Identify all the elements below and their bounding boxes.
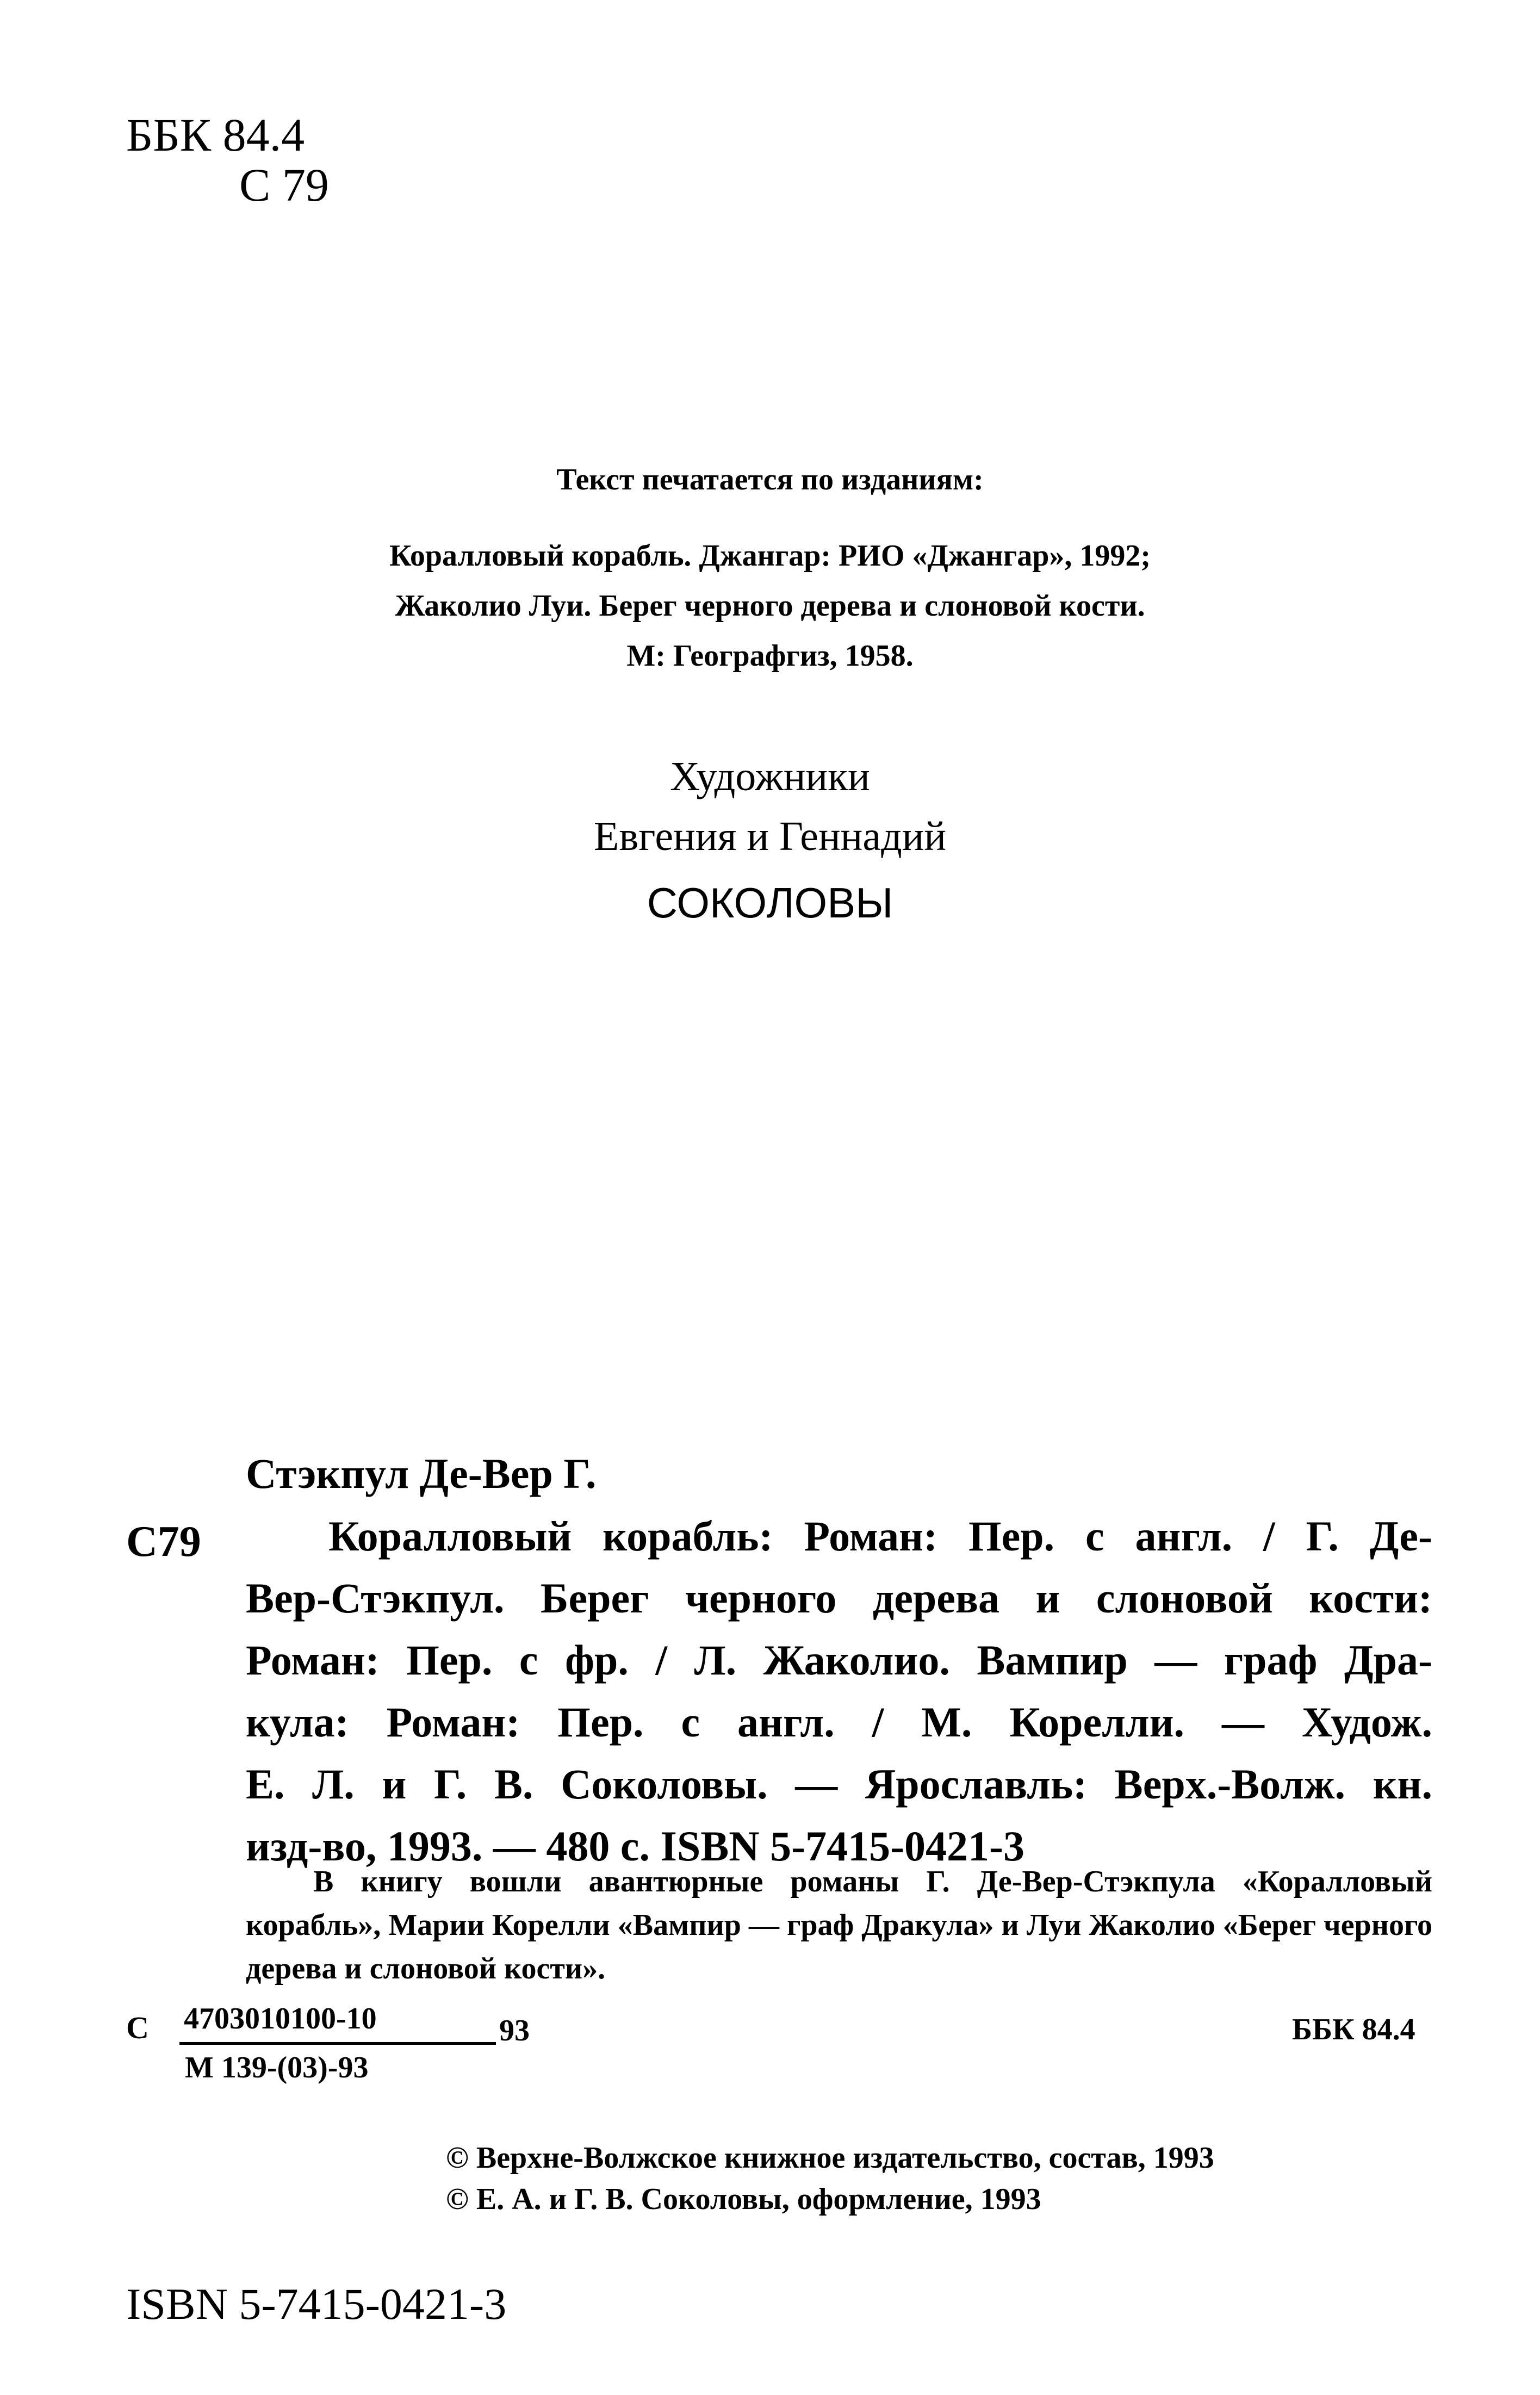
record-code: С79 [126,1518,201,1566]
fraction-line [179,2042,496,2045]
isbn: ISBN 5-7415-0421-3 [126,2279,507,2329]
record-line: Е. Л. и Г. В. Соколовы. — Ярославль: Верх.-Волж. кн. [246,1760,1432,1808]
record-line: Вер-Стэкпул. Берег черного дерева и слоновой кости: [246,1574,1432,1622]
artists-surname: СОКОЛОВЫ [647,879,893,927]
artists-names: Евгения и Геннадий [593,814,947,859]
index-suffix: 93 [499,2014,530,2047]
index-letter: С [126,2010,149,2045]
source-line: Жаколио Луи. Берег черного дерева и слоновой кости. [395,589,1145,623]
copyright-line: © Верхне-Волжское книжное издательство, состав, 1993 [446,2141,1214,2175]
record-line: кула: Роман: Пер. с англ. / М. Корелли. — Худож. [246,1698,1432,1746]
source-line: Коралловый корабль. Джангар: РИО «Джангар», 1992; [389,539,1151,573]
record-line: Коралловый корабль: Роман: Пер. с англ. / Г. Де- [328,1512,1432,1560]
author-mark: С 79 [239,159,329,211]
annotation: В книгу вошли авантюрные романы Г. Де-Вер-Стэкпула «Коралловый корабль», Марии Корелли «Вампир — граф Дракула» и Луи Жаколио «Берег черного дерева и слоновой кости». [246,1865,1432,1986]
record-line: изд-во, 1993. — 480 с. ISBN 5-7415-0421-3 [246,1822,1025,1870]
record-author: Стэкпул Де-Вер Г. [246,1450,597,1497]
index-numerator: 4703010100-10 [184,2002,377,2036]
bbk-classification: ББК 84.4 [126,109,305,161]
artists-label: Художники [670,754,870,799]
sources-heading: Текст печатается по изданиям: [556,463,984,497]
record-line: Роман: Пер. с фр. / Л. Жаколио. Вампир — граф Дра- [246,1636,1432,1684]
index-denominator: М 139-(03)-93 [185,2051,369,2084]
copyright-line: © Е. А. и Г. В. Соколовы, оформление, 1993 [446,2182,1041,2216]
record-description [246,1505,1432,1877]
source-line: М: Географгиз, 1958. [626,639,914,673]
bbk-bottom: ББК 84.4 [1292,2013,1415,2046]
